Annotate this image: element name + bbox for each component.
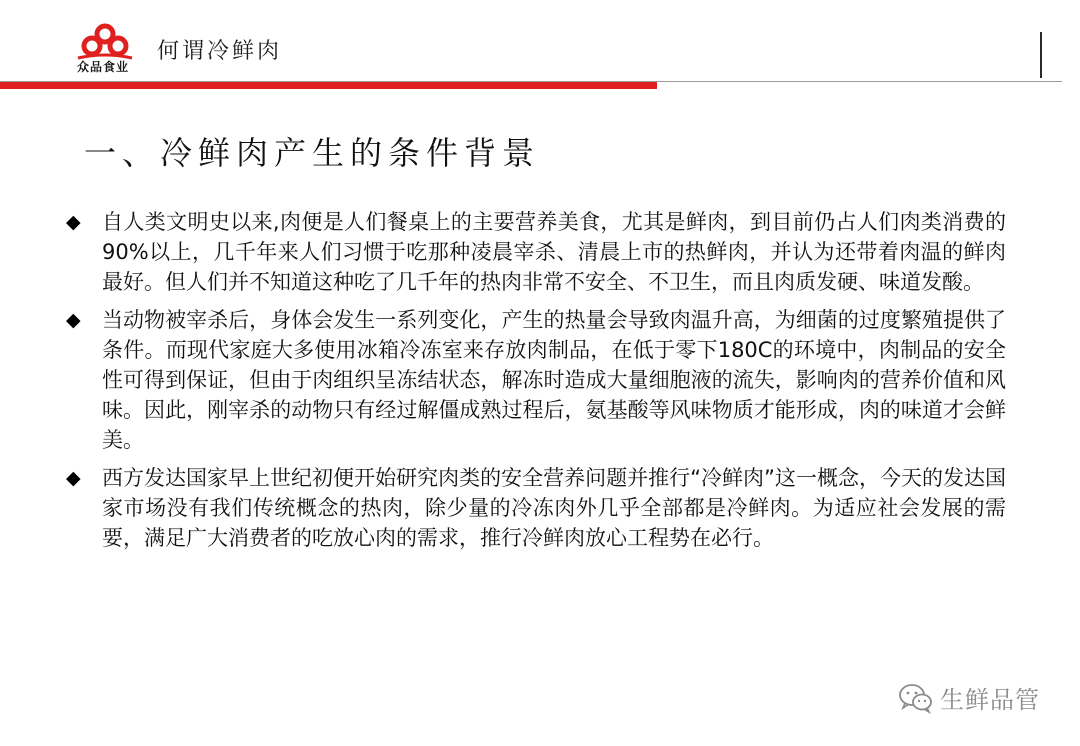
section-title: 一、冷鲜肉产生的条件背景: [84, 134, 541, 172]
wechat-icon: [898, 682, 934, 714]
header-accent-bar: [0, 82, 657, 89]
bullet-text: 当动物被宰杀后，身体会发生一系列变化，产生的热量会导致肉温升高，为细菌的过度繁殖提供了条件。而现代家庭大多使用冰箱冷冻室来存放肉制品，在低于零下180C的环境中，肉制品的安全性可得到保证，但由于肉组织呈冻结状态，解冻时造成大量细胞液的流失，影响肉的营养价值和风味。因此，刚宰杀的动物只有经过解僵成熟过程后，氨基酸等风味物质才能形成，肉的味道才会鲜美。: [102, 308, 1006, 452]
watermark: [898, 680, 1040, 715]
watermark-text: 生鲜品管: [940, 686, 1040, 714]
bullet-item: [66, 305, 1006, 455]
brand-name: 众品食业: [76, 60, 129, 74]
bullet-text: 自人类文明史以来,肉便是人们餐桌上的主要营养美食，尤其是鲜肉，到目前仍占人们肉类消费的90%以上，几千年来人们习惯于吃那种凌晨宰杀、清晨上市的热鲜肉，并认为还带着肉温的鲜肉最好。但人们并不知道这种吃了几千年的热肉非常不安全、不卫生，而且肉质发硬、味道发酸。: [102, 210, 1006, 294]
bullet-list: [66, 207, 1006, 561]
diamond-bullet-icon: ◆: [66, 309, 81, 331]
bullet-text: 西方发达国家早上世纪初便开始研究肉类的安全营养问题并推行“冷鲜肉”这一概念，今天的发达国家市场没有我们传统概念的热肉，除少量的冷冻肉外几乎全部都是冷鲜肉。为适应社会发展的需要，满足广大消费者的吃放心肉的需求，推行冷鲜肉放心工程势在必行。: [102, 466, 1006, 550]
header-divider: [1040, 32, 1042, 78]
three-rings-logo-icon: [72, 22, 138, 62]
page-header-title: 何谓冷鲜肉: [157, 39, 283, 64]
bullet-item: [66, 463, 1006, 553]
diamond-bullet-icon: ◆: [66, 211, 81, 233]
bullet-item: [66, 207, 1006, 297]
diamond-bullet-icon: ◆: [66, 467, 81, 489]
